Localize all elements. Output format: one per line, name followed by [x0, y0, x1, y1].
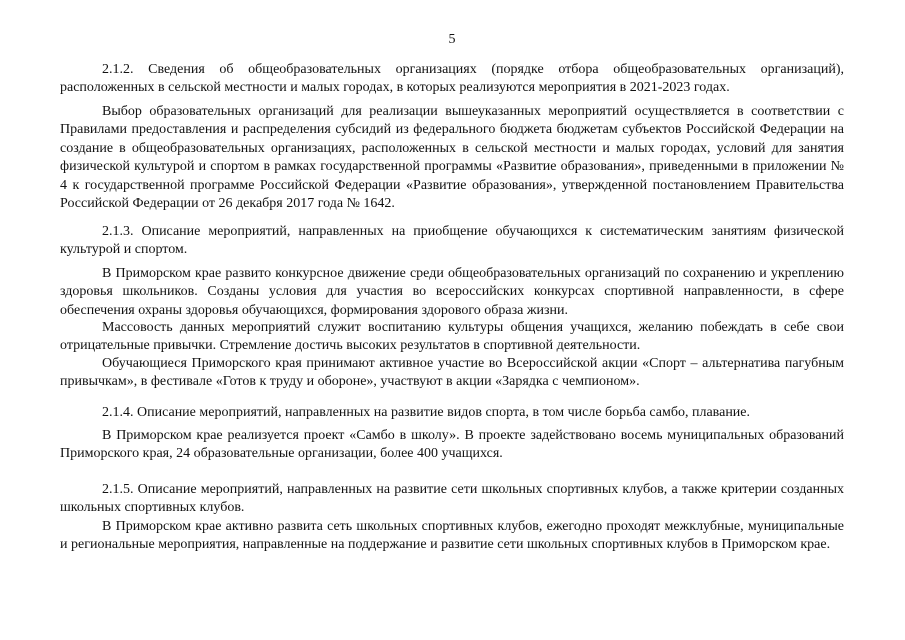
- section-2-1-4-heading: 2.1.4. Описание мероприятий, направленных на развитие видов спорта, в том числе борьба самбо, плавание.: [102, 405, 751, 420]
- page-number: 5: [448, 32, 456, 47]
- document-page: [60, 0, 844, 640]
- section-2-1-2-heading: 2.1.2. Сведения об общеобразовательных организациях (порядке отбора общеобразовательных организаций), расположенных в сельской местности и малых городах, в которых реализуются мероприятия в 2021-2023 годах.: [60, 62, 844, 96]
- section-2-1-3-heading: 2.1.3. Описание мероприятий, направленных на приобщение обучающихся к систематическим занятиям физической культурой и спортом.: [60, 224, 844, 258]
- section-2-1-5-heading: 2.1.5. Описание мероприятий, направленных на развитие сети школьных спортивных клубов, а также критерии созданных школьных спортивных клубов.: [60, 482, 844, 516]
- section-2-1-3-paragraph-3: Обучающиеся Приморского края принимают активное участие во Всероссийской акции «Спорт – альтернатива пагубным привычкам», в фестивале «Готов к труду и обороне», участвуют в акции «Зарядка с чемпионом».: [60, 356, 844, 390]
- section-2-1-2-body: Выбор образовательных организаций для реализации вышеуказанных мероприятий осуществляется в соответствии с Правилами предоставления и распределения субсидий из федерального бюджета бюджетам субъектов Российской Федерации на создание в общеобразовательных организациях, расположенных в сельской местности и малых городах, условий для занятия физической культурой и спортом в рамках государственной программы «Развитие образования», приведенными в приложении № 4 к государственной программе Российской Федерации «Развитие образования», утвержденной постановлением Правительства Российской Федерации от 26 декабря 2017 года № 1642.: [60, 104, 844, 212]
- section-2-1-4-body: В Приморском крае реализуется проект «Самбо в школу». В проекте задействовано восемь муниципальных образований Приморского края, 24 образовательные организации, более 400 учащихся.: [60, 428, 844, 462]
- section-2-1-3-paragraph-2: Массовость данных мероприятий служит воспитанию культуры общения учащихся, желанию побеждать в себе свои отрицательные привычки. Стремление достичь высоких результатов в спортивной деятельности.: [60, 320, 844, 354]
- section-2-1-5-body: В Приморском крае активно развита сеть школьных спортивных клубов, ежегодно проходят межклубные, муниципальные и региональные мероприятия, направленные на поддержание и развитие сети школьных спортивных клубов в Приморском крае.: [60, 519, 844, 553]
- section-2-1-3-paragraph-1: В Приморском крае развито конкурсное движение среди общеобразовательных организаций по сохранению и укреплению здоровья школьников. Созданы условия для участия во всероссийских конкурсах спортивной направленности, в сфере обеспечения охраны здоровья обучающихся, формирования здорового образа жизни.: [60, 266, 844, 318]
